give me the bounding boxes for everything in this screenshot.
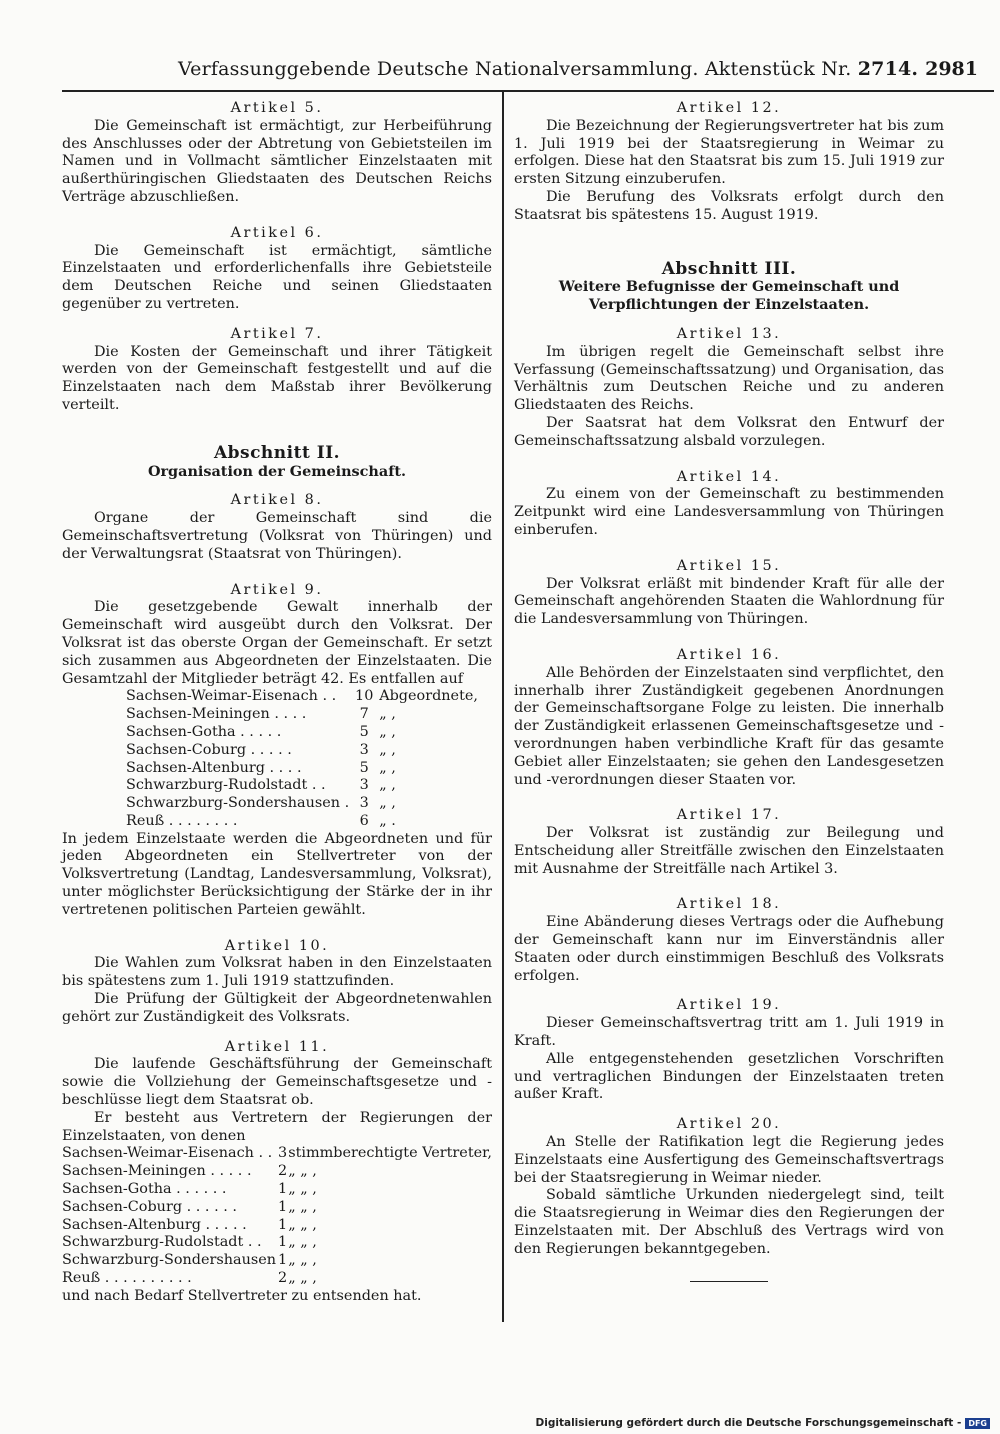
- article-text: An Stelle der Ratifikation legt die Regierung jedes Einzelstaats eine Ausfertigung des Gemeinschaftsvertrags bei der Staatsregierung in Weimar nieder.: [514, 1134, 944, 1186]
- article-heading: Artikel 9.: [230, 581, 324, 598]
- article-text: Die laufende Geschäftsführung der Gemeinschaft sowie die Vollziehung der Gemeinschaftsgesetze und -beschlüsse liegt dem Staatsrat ob.: [62, 1056, 492, 1109]
- article-text: Die gesetzgebende Gewalt innerhalb der Gemeinschaft wird ausgeübt durch den Volksrat. Der Volksrat ist das oberste Organ der Gemeinschaft. Er setzt sich zusammen aus Abgeordneten der Einzelstaaten. Die Gesamtzahl der Mitglieder beträgt 42. Es entfallen auf: [62, 599, 492, 687]
- table-row: Sachsen-Coburg . . . . . . 1 „ „ ,: [62, 1198, 317, 1215]
- article-heading: Artikel 12.: [676, 100, 782, 116]
- article-text: Dieser Gemeinschaftsvertrag tritt am 1. Juli 1919 in Kraft.: [514, 1015, 944, 1050]
- article-text: und nach Bedarf Stellvertreter zu entsenden hat.: [62, 1287, 422, 1304]
- article-heading: Artikel 10.: [224, 937, 330, 954]
- document-number: 2714.: [857, 58, 919, 80]
- section-subheading: Weitere Befugnisse der Gemeinschaft und Verpflichtungen der Einzelstaaten.: [558, 278, 900, 314]
- article-heading: Artikel 7.: [230, 325, 324, 342]
- article-heading: Artikel 6.: [230, 224, 324, 241]
- page-number: 2981: [925, 58, 978, 80]
- article-heading: Artikel 17.: [676, 807, 782, 824]
- article-text: Der Saatsrat hat dem Volksrat den Entwurf der Gemeinschaftssatzung alsbald vorzulegen.: [514, 414, 944, 449]
- footer-credit: [536, 1417, 990, 1429]
- table-row: Sachsen-Weimar-Eisenach . . 10 Abgeordnete,: [126, 688, 478, 705]
- article-heading: Artikel 5.: [230, 100, 324, 116]
- article-heading: Artikel 8.: [230, 492, 324, 509]
- table-row: Sachsen-Weimar-Eisenach . . 3 stimmberechtigte Vertreter,: [62, 1145, 492, 1162]
- article-text: Zu einem von der Gemeinschaft zu bestimmenden Zeitpunkt wird eine Landesversammlung von Thüringen einberufen.: [514, 486, 944, 538]
- table-row: Sachsen-Meiningen . . . . 7 „ ,: [126, 706, 396, 723]
- table-row: Reuß . . . . . . . . . . 2 „ „ ,: [62, 1270, 317, 1287]
- right-column: [514, 100, 944, 1282]
- article-heading: Artikel 11.: [224, 1038, 330, 1055]
- article-heading: Artikel 18.: [676, 896, 782, 913]
- article-text: Die Berufung des Volksrats erfolgt durch den Staatsrat bis spätestens 15. August 1919.: [514, 188, 944, 223]
- table-row: Schwarzburg-Sondershausen 1 „ „ ,: [62, 1252, 317, 1269]
- footer-text: Digitalisierung gefördert durch die Deutsche Forschungsgemeinschaft -: [535, 1417, 962, 1429]
- table-row: Schwarzburg-Rudolstadt . . 1 „ „ ,: [62, 1234, 317, 1251]
- article-text: Er besteht aus Vertretern der Regierungen der Einzelstaaten, von denen: [62, 1109, 492, 1144]
- table-row: Sachsen-Gotha . . . . . . 1 „ „ ,: [62, 1181, 317, 1198]
- article-text: Der Volksrat erläßt mit bindender Kraft für alle der Gemeinschaft angehörenden Staaten die Wahlordnung für die Landesversammlung von Thüringen.: [514, 575, 944, 628]
- section-subheading: Organisation der Gemeinschaft.: [147, 462, 407, 480]
- article-text: Eine Abänderung dieses Vertrags oder die Aufhebung der Gemeinschaft kann nur im Einverständnis aller Staaten oder durch einstimmigen Beschluß des Volksrats erfolgen.: [514, 914, 944, 984]
- dfg-logo: DFG: [965, 1418, 990, 1429]
- article-heading: Artikel 13.: [676, 325, 782, 342]
- header-rule: [62, 90, 994, 92]
- article-text: Organe der Gemeinschaft sind die Gemeinschaftsvertretung (Volksrat von Thüringen) und der Verwaltungsrat (Staatsrat von Thüringen).: [62, 510, 492, 562]
- section-heading: Abschnitt III.: [661, 258, 797, 279]
- article-text: Die Prüfung der Gültigkeit der Abgeordnetenwahlen gehört zur Zuständigkeit des Volksrats.: [62, 991, 492, 1025]
- page-header: [178, 58, 978, 86]
- table-row: Sachsen-Gotha . . . . . 5 „ ,: [126, 723, 396, 740]
- article-text: Der Volksrat ist zuständig zur Beilegung und Entscheidung aller Streitfälle zwischen den Einzelstaaten mit Ausnahme der Streitfälle nach Artikel 3.: [514, 825, 944, 877]
- article-text: Die Bezeichnung der Regierungsvertreter hat bis zum 1. Juli 1919 bei der Staatsregierung in Weimar zu erfolgen. Diese hat den Staatsrat bis zum 15. Juli 1919 zur ersten Sitzung einzuberufen.: [514, 117, 944, 188]
- council-distribution-table: [62, 1145, 492, 1287]
- article-heading: Artikel 20.: [676, 1116, 782, 1133]
- article-heading: Artikel 14.: [676, 468, 782, 485]
- column-divider: [502, 92, 504, 1322]
- article-text: Im übrigen regelt die Gemeinschaft selbst ihre Verfassung (Gemeinschaftssatzung) und Organisation, das Verhältnis zum Deutschen Reiche und zu anderen Gliedstaaten des Reichs.: [514, 343, 944, 414]
- table-row: Schwarzburg-Sondershausen . 3 „ ,: [126, 795, 396, 812]
- section-heading: Abschnitt II.: [213, 442, 341, 463]
- table-row: Reuß . . . . . . . . 6 „ .: [126, 812, 396, 829]
- article-text: Alle entgegenstehenden gesetzlichen Vorschriften und vertraglichen Bindungen der Einzelstaaten treten außer Kraft.: [514, 1050, 944, 1103]
- left-column: [62, 100, 492, 1306]
- table-row: Sachsen-Coburg . . . . . 3 „ ,: [126, 741, 396, 758]
- article-text: Die Wahlen zum Volksrat haben in den Einzelstaaten bis spätestens zum 1. Juli 1919 stattzufinden.: [62, 955, 492, 990]
- table-row: Schwarzburg-Rudolstadt . . 3 „ ,: [126, 777, 396, 794]
- seat-distribution-table: [126, 688, 478, 830]
- article-heading: Artikel 19.: [676, 997, 782, 1014]
- running-title: Verfassunggebende Deutsche Nationalversammlung. Aktenstück Nr. 2714.: [178, 58, 919, 80]
- table-row: Sachsen-Altenburg . . . . . 1 „ „ ,: [62, 1216, 317, 1233]
- article-text: In jedem Einzelstaate werden die Abgeordneten und für jeden Abgeordneten ein Stellvertreter von der Volksvertretung (Landtag, Landesversammlung, Volksrat), unter möglichster Berücksichtigung der Stärke der in ihr vertretenen politischen Parteien gewählt.: [62, 830, 492, 918]
- article-text: Die Gemeinschaft ist ermächtigt, zur Herbeiführung des Anschlusses oder der Abtretung von Gebietsteilen im Namen und in Vollmacht sämtlicher Einzelstaaten mit außerthüringischen Gliedstaaten des Deutschen Reichs Verträge abzuschließen.: [62, 117, 492, 205]
- article-text: Alle Behörden der Einzelstaaten sind verpflichtet, den innerhalb ihrer Zuständigkeit gegebenen Anordnungen der Gemeinschaftsorgane Folge zu leisten. Die innerhalb der Zuständigkeit erlassenen Gemeinschaftsgesetze und -verordnungen haben verbindliche Kraft für das gesamte Gebiet aller Einzelstaaten; sie gehen den Landesgesetzen und -verordnungen dieser Staaten vor.: [514, 664, 944, 788]
- article-text: Sobald sämtliche Urkunden niedergelegt sind, teilt die Staatsregierung in Weimar dies den Regierungen der Einzelstaaten mit. Der Abschluß des Vertrags wird von den Regierungen bekanntgegeben.: [514, 1187, 944, 1257]
- table-row: Sachsen-Meiningen . . . . . 2 „ „ ,: [62, 1163, 317, 1180]
- article-heading: Artikel 16.: [676, 646, 782, 663]
- article-text: Die Gemeinschaft ist ermächtigt, sämtliche Einzelstaaten und erforderlichenfalls ihre Gebietsteile dem Deutschen Reiche und seinen Gliedstaaten gegenüber zu vertreten.: [62, 242, 492, 312]
- end-rule: [690, 1281, 768, 1282]
- table-row: Sachsen-Altenburg . . . . 5 „ ,: [126, 759, 396, 776]
- article-text: Die Kosten der Gemeinschaft und ihrer Tätigkeit werden von der Gemeinschaft festgestellt und auf die Einzelstaaten nach dem Maßstab ihrer Bevölkerung verteilt.: [62, 343, 492, 413]
- article-heading: Artikel 15.: [676, 557, 782, 574]
